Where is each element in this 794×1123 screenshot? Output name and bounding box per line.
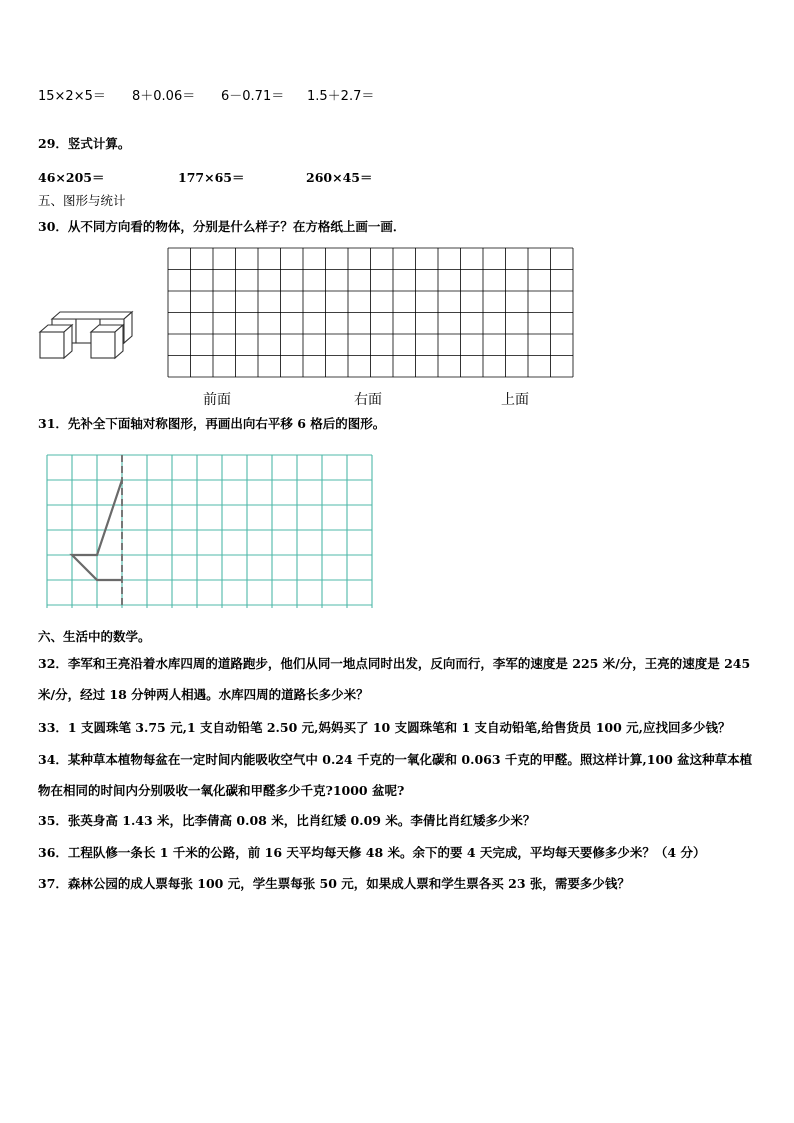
q33-text: 33．1 支圆珠笔 3.75 元,1 支自动铅笔 2.50 元,妈妈买了 10 支圆珠笔和 1 支自动铅笔,给售货员 100 元,应找回多少钱？ [38, 720, 731, 735]
q37-text: 37．森林公园的成人票每张 100 元，学生票每张 50 元，如果成人票和学生票各买 23 张，需要多少钱？ [38, 876, 630, 891]
label-right: 右面 [354, 392, 382, 408]
q30-title: 30．从不同方向看的物体，分别是什么样子？在方格纸上画一画． [38, 219, 406, 234]
q29-calc-2: 177×65＝ [178, 170, 245, 185]
symmetry-grid[interactable] [47, 455, 375, 608]
expr-4: 1.5＋2.7＝ [307, 89, 375, 104]
view-grid[interactable] [168, 248, 574, 378]
q34-text: 34．某种草本植物每盆在一定时间内能吸收空气中 0.24 千克的一氧化碳和 0.063 千克的甲醛。照这样计算,100 盆这种草本植物在相同的时间内分别吸收一氧化碳和甲醛多少千克?1000 盆呢? [38, 752, 753, 798]
q29-title: 29．竖式计算。 [38, 136, 131, 151]
q31-title: 31．先补全下面轴对称图形，再画出向右平移 6 格后的图形。 [38, 416, 386, 431]
label-top: 上面 [501, 392, 529, 408]
expr-2: 8＋0.06＝ [132, 89, 196, 104]
q35-text: 35．张英身高 1.43 米，比李倩高 0.08 米，比肖红矮 0.09 米。李倩比肖红矮多少米？ [38, 813, 536, 828]
q29-calc-1: 46×205＝ [38, 170, 105, 185]
expr-1: 15×2×5＝ [38, 89, 106, 104]
cube-figure [38, 315, 134, 361]
q36-text: 36．工程队修一条长 1 千米的公路，前 16 天平均每天修 48 米。余下的要 4 天完成，平均每天要修多少米？（4 分） [38, 845, 706, 860]
label-front: 前面 [203, 392, 231, 408]
expr-3: 6－0.71＝ [221, 89, 285, 104]
q29-calc-3: 260×45＝ [306, 170, 373, 185]
section5-title: 五、图形与统计 [38, 193, 126, 208]
section6-title: 六、生活中的数学。 [38, 629, 151, 644]
q32-text: 32．李军和王亮沿着水库四周的道路跑步，他们从同一地点同时出发，反向而行，李军的速度是 225 米/分，王亮的速度是 245 米/分，经过 18 分钟两人相遇。水库四周的道路长多少米？ [38, 656, 751, 702]
